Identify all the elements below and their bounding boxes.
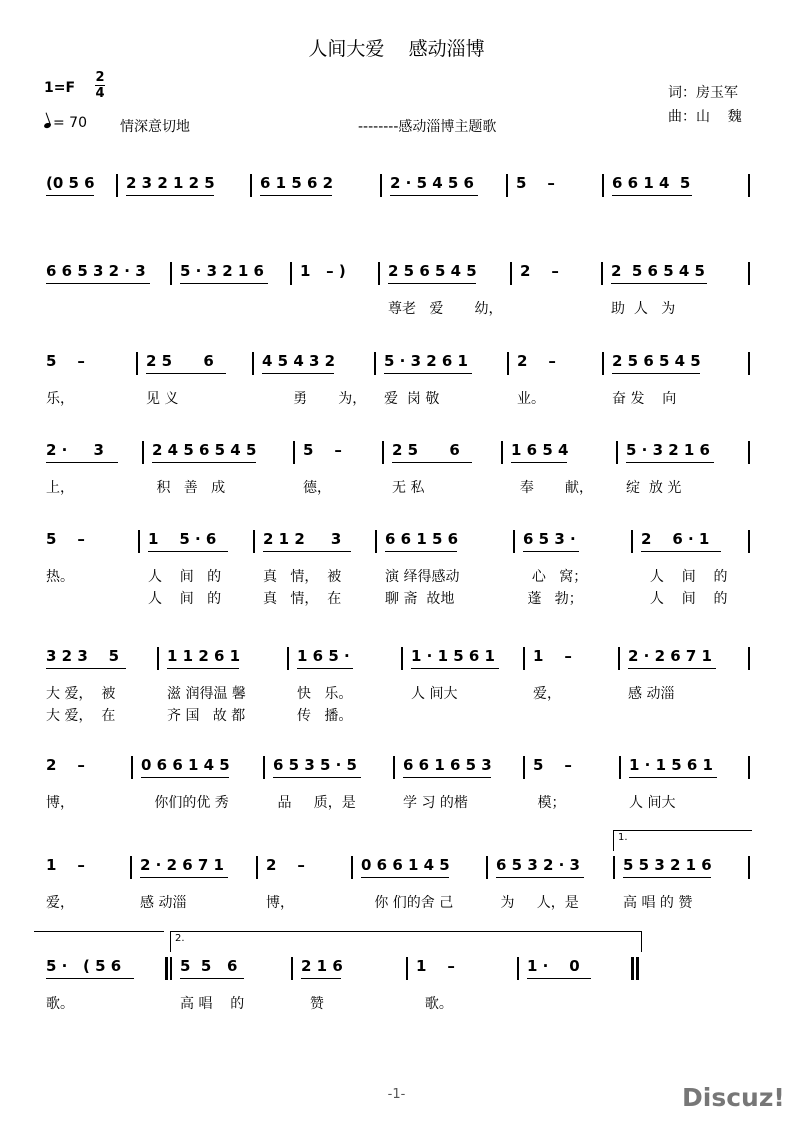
- measure-notes: 2 –: [266, 856, 305, 874]
- measure-notes: 1 6 5 4: [511, 441, 569, 459]
- bar-line: [287, 647, 289, 670]
- measure-notes: 5 · ( 5 6: [46, 957, 122, 975]
- beam-line: [263, 551, 351, 552]
- bar-line: [748, 756, 750, 779]
- bar-line: [631, 530, 633, 553]
- lyric-verse-1: 模；: [533, 795, 566, 811]
- measure-notes: 2 6 · 1: [641, 530, 710, 548]
- beam-line: [180, 283, 268, 284]
- bar-line: [157, 647, 159, 670]
- lyric-verse-1: 学 习 的楷: [403, 795, 468, 811]
- watermark-logo: Discuz!: [682, 1083, 785, 1112]
- volta-first-ending-tail: [34, 931, 164, 932]
- final-barline: [636, 957, 639, 980]
- measure-notes: 5 –: [516, 174, 555, 192]
- measure-notes: 5 · 3 2 1 6: [180, 262, 264, 280]
- lyric-verse-1: 演 绎得感动: [385, 569, 460, 585]
- bar-line: [513, 530, 515, 553]
- lyric-verse-1: 真 情， 被: [263, 569, 342, 585]
- lyric-verse-1: 人 间大: [629, 795, 676, 811]
- bar-line: [517, 957, 519, 980]
- repeat-barline: [165, 957, 168, 980]
- measure-notes: 5 · 3 2 1 6: [626, 441, 710, 459]
- lyric-verse-1: 奋 发 向: [612, 391, 677, 407]
- measure-notes: 1 – ): [300, 262, 346, 280]
- bar-line: [378, 262, 380, 285]
- time-signature-top: 2: [95, 70, 105, 85]
- bar-line: [131, 756, 133, 779]
- measure-notes: 1 6 5 ·: [297, 647, 350, 665]
- lyric-verse-1: 人 间大: [411, 686, 458, 702]
- lyric-verse-2: 传 播。: [297, 708, 353, 724]
- measure-notes: 5 –: [46, 352, 85, 370]
- composer-credit: 曲：山 魏: [668, 109, 742, 125]
- measure-notes: 6 6 1 6 5 3: [403, 756, 492, 774]
- lyric-verse-2: 人 间 的: [148, 591, 222, 607]
- measure-notes: 1 5 · 6: [148, 530, 217, 548]
- measure-notes: 0 6 6 1 4 5: [361, 856, 450, 874]
- beam-line: [148, 551, 228, 552]
- time-signature: [94, 70, 106, 101]
- bar-line: [374, 352, 376, 375]
- measure-notes: 2 3 2 1 2 5: [126, 174, 215, 192]
- bar-line: [618, 647, 620, 670]
- lyric-verse-1: 爱，: [533, 686, 561, 702]
- lyric-verse-1: 德，: [303, 480, 331, 496]
- measure-notes: 5 · 3 2 6 1: [384, 352, 468, 370]
- beam-line: [623, 877, 711, 878]
- beam-line: [361, 877, 449, 878]
- measure-notes: 1 –: [533, 647, 572, 665]
- beam-line: [146, 373, 226, 374]
- bar-line: [290, 262, 292, 285]
- measure-notes: 2 –: [517, 352, 556, 370]
- lyric-verse-1: 赞: [301, 996, 324, 1012]
- bar-line: [253, 530, 255, 553]
- lyric-verse-1: 业。: [517, 391, 545, 407]
- lyric-verse-1: 尊老 爱 幼，: [388, 301, 503, 317]
- measure-notes: 6 5 3 5 · 5: [273, 756, 357, 774]
- score-row: [0, 756, 793, 826]
- volta-first-ending: 1.: [613, 830, 752, 851]
- bar-line: [380, 174, 382, 197]
- beam-line: [260, 195, 332, 196]
- measure-notes: 1 · 1 5 6 1: [411, 647, 495, 665]
- measure-notes: (0 5 6: [46, 174, 95, 192]
- measure-notes: 2 · 2 6 7 1: [628, 647, 712, 665]
- beam-line: [46, 668, 126, 669]
- bar-line: [401, 647, 403, 670]
- measure-notes: 6 6 1 5 6: [385, 530, 459, 548]
- bar-line: [293, 441, 295, 464]
- lyric-verse-2: 聊 斋 故地: [385, 591, 455, 607]
- lyric-verse-1: 奉 献，: [511, 480, 594, 496]
- expression-mark: 情深意切地: [120, 119, 190, 135]
- beam-line: [496, 877, 584, 878]
- final-barline: [632, 957, 634, 980]
- measure-notes: 2 · 5 4 5 6: [390, 174, 474, 192]
- bar-line: [291, 957, 293, 980]
- measure-notes: 2 · 3: [46, 441, 104, 459]
- measure-notes: 2 4 5 6 5 4 5: [152, 441, 257, 459]
- song-subtitle: --------感动淄博主题歌: [358, 119, 497, 135]
- bar-line: [748, 856, 750, 879]
- bar-line: [602, 174, 604, 197]
- bar-line: [136, 352, 138, 375]
- measure-notes: 2 5 6 5 4 5: [612, 352, 701, 370]
- bar-line: [256, 856, 258, 879]
- lyric-verse-1: 为 人，是: [496, 895, 579, 911]
- bar-line: [116, 174, 118, 197]
- score-row: [0, 262, 793, 332]
- lyric-verse-1: 高 唱 的 赞: [623, 895, 693, 911]
- score-row: [0, 441, 793, 511]
- beam-line: [46, 283, 150, 284]
- measure-notes: 2 · 2 6 7 1: [140, 856, 224, 874]
- bar-line: [748, 530, 750, 553]
- beam-line: [523, 551, 579, 552]
- beam-line: [411, 668, 499, 669]
- bar-line: [510, 262, 512, 285]
- lyric-verse-1: 博，: [266, 895, 294, 911]
- beam-line: [641, 551, 721, 552]
- beam-line: [167, 668, 239, 669]
- beam-line: [403, 777, 491, 778]
- lyric-verse-2: 真 情， 在: [263, 591, 342, 607]
- bar-line: [406, 957, 408, 980]
- measure-notes: 5 –: [303, 441, 342, 459]
- song-title: 人间大爱 感动淄博: [308, 38, 485, 60]
- measure-notes: 1 · 1 5 6 1: [629, 756, 713, 774]
- beam-line: [273, 777, 361, 778]
- lyric-verse-1: 绽 放 光: [626, 480, 682, 496]
- beam-line: [390, 195, 478, 196]
- lyric-verse-1: 感 动淄: [628, 686, 675, 702]
- lyric-verse-1: 热。: [46, 569, 74, 585]
- volta-second-ending: 2.: [170, 931, 642, 952]
- key-signature: 1=F: [44, 80, 76, 96]
- bar-line: [748, 441, 750, 464]
- bar-line: [613, 856, 615, 879]
- measure-notes: 5 –: [46, 530, 85, 548]
- measure-notes: 5 5 3 2 1 6: [623, 856, 712, 874]
- measure-notes: 6 5 3 ·: [523, 530, 576, 548]
- bar-line: [142, 441, 144, 464]
- beam-line: [628, 668, 716, 669]
- bar-line: [523, 756, 525, 779]
- bar-line: [130, 856, 132, 879]
- lyric-verse-1: 感 动淄: [140, 895, 187, 911]
- lyric-verse-2: 大 爱， 在: [46, 708, 116, 724]
- measure-notes: 6 5 3 2 · 3: [496, 856, 580, 874]
- measure-notes: 6 6 1 4 5: [612, 174, 691, 192]
- lyric-verse-1: 助 人 为: [611, 301, 676, 317]
- lyric-verse-1: 快 乐。: [297, 686, 353, 702]
- bar-line: [748, 262, 750, 285]
- tempo-mark: [44, 115, 87, 131]
- measure-notes: 2 5 6 5 4 5: [611, 262, 705, 280]
- lyricist-credit: 词：房玉军: [668, 85, 738, 101]
- measure-notes: 5 –: [533, 756, 572, 774]
- beam-line: [626, 462, 714, 463]
- measure-notes: 2 1 2 3: [263, 530, 342, 548]
- measure-notes: 6 1 5 6 2: [260, 174, 334, 192]
- bar-line: [748, 174, 750, 197]
- beam-line: [511, 462, 567, 463]
- measure-notes: 2 5 6 5 4 5: [388, 262, 477, 280]
- lyric-verse-1: 积 善 成: [152, 480, 226, 496]
- score-row: [0, 933, 793, 1027]
- lyric-verse-1: 上，: [46, 480, 74, 496]
- measure-notes: 2 5 6: [146, 352, 214, 370]
- bar-line: [501, 441, 503, 464]
- measure-notes: 1 –: [416, 957, 455, 975]
- beam-line: [612, 373, 700, 374]
- measure-notes: 2 –: [46, 756, 85, 774]
- score-row: [0, 832, 793, 926]
- bar-line: [616, 441, 618, 464]
- beam-line: [126, 195, 214, 196]
- lyric-verse-2: 齐 国 故 都: [167, 708, 246, 724]
- time-signature-bottom: 4: [95, 86, 105, 101]
- measure-notes: 6 6 5 3 2 · 3: [46, 262, 146, 280]
- beam-line: [611, 283, 707, 284]
- lyric-verse-1: 博，: [46, 795, 74, 811]
- beam-line: [301, 978, 341, 979]
- measure-notes: 2 1 6: [301, 957, 343, 975]
- bar-line: [263, 756, 265, 779]
- lyric-verse-1: 见 义: [146, 391, 179, 407]
- bar-line: [170, 262, 172, 285]
- score-row: [0, 352, 793, 422]
- lyric-verse-1: 无 私: [392, 480, 425, 496]
- lyric-verse-1: 你 们的舍 己: [361, 895, 454, 911]
- measure-notes: 5 5 6: [180, 957, 238, 975]
- lyric-verse-1: 人 间 的: [641, 569, 728, 585]
- lyric-verse-1: 人 间 的: [148, 569, 222, 585]
- beam-line: [46, 978, 134, 979]
- beam-line: [46, 462, 118, 463]
- bar-line: [506, 174, 508, 197]
- beam-line: [140, 877, 228, 878]
- measure-notes: 0 6 6 1 4 5: [141, 756, 230, 774]
- score-row: [0, 530, 793, 607]
- bar-line: [252, 352, 254, 375]
- bar-line: [601, 262, 603, 285]
- measure-notes: 1 1 2 6 1: [167, 647, 241, 665]
- beam-line: [180, 978, 244, 979]
- beam-line: [262, 373, 334, 374]
- bar-line: [382, 441, 384, 464]
- beam-line: [384, 373, 472, 374]
- lyric-verse-1: 爱 岗 敬: [384, 391, 440, 407]
- lyric-verse-1: 滋 润得温 馨: [167, 686, 246, 702]
- beam-line: [141, 777, 229, 778]
- tempo-value: = 70: [53, 115, 87, 131]
- bar-line: [375, 530, 377, 553]
- measure-notes: 1 · 0: [527, 957, 580, 975]
- beam-line: [297, 668, 353, 669]
- lyric-verse-1: 心 窝；: [523, 569, 588, 585]
- beam-line: [388, 283, 476, 284]
- bar-line: [523, 647, 525, 670]
- bar-line: [748, 352, 750, 375]
- beam-line: [527, 978, 591, 979]
- lyric-verse-1: 爱，: [46, 895, 74, 911]
- beam-line: [152, 462, 256, 463]
- measure-notes: 4 5 4 3 2: [262, 352, 336, 370]
- bar-line: [619, 756, 621, 779]
- beam-line: [46, 195, 94, 196]
- lyric-verse-1: 歌。: [416, 996, 453, 1012]
- measure-notes: 2 5 6: [392, 441, 460, 459]
- bar-line: [138, 530, 140, 553]
- beam-line: [629, 777, 717, 778]
- bar-line: [393, 756, 395, 779]
- measure-notes: 1 –: [46, 856, 85, 874]
- lyric-verse-1: 你们的优 秀: [141, 795, 229, 811]
- bar-line: [507, 352, 509, 375]
- quarter-note-icon: [43, 121, 51, 128]
- bar-line: [748, 647, 750, 670]
- lyric-verse-1: 高 唱 的: [180, 996, 245, 1012]
- bar-line: [351, 856, 353, 879]
- beam-line: [612, 195, 692, 196]
- bar-line: [486, 856, 488, 879]
- lyric-verse-2: 人 间 的: [641, 591, 728, 607]
- lyric-verse-1: 乐，: [46, 391, 74, 407]
- lyric-verse-2: 蓬 勃；: [523, 591, 583, 607]
- lyric-verse-1: 勇 为，: [262, 391, 367, 407]
- measure-notes: 2 –: [520, 262, 559, 280]
- score-row: [0, 174, 793, 244]
- beam-line: [392, 462, 472, 463]
- bar-line: [250, 174, 252, 197]
- bar-line: [170, 957, 172, 980]
- lyric-verse-1: 品 质，是: [273, 795, 356, 811]
- lyric-verse-1: 歌。: [46, 996, 74, 1012]
- score-row: [0, 647, 793, 724]
- page-number: -1-: [387, 1087, 406, 1102]
- beam-line: [385, 551, 457, 552]
- lyric-verse-1: 大 爱， 被: [46, 686, 116, 702]
- measure-notes: 3 2 3 5: [46, 647, 120, 665]
- bar-line: [602, 352, 604, 375]
